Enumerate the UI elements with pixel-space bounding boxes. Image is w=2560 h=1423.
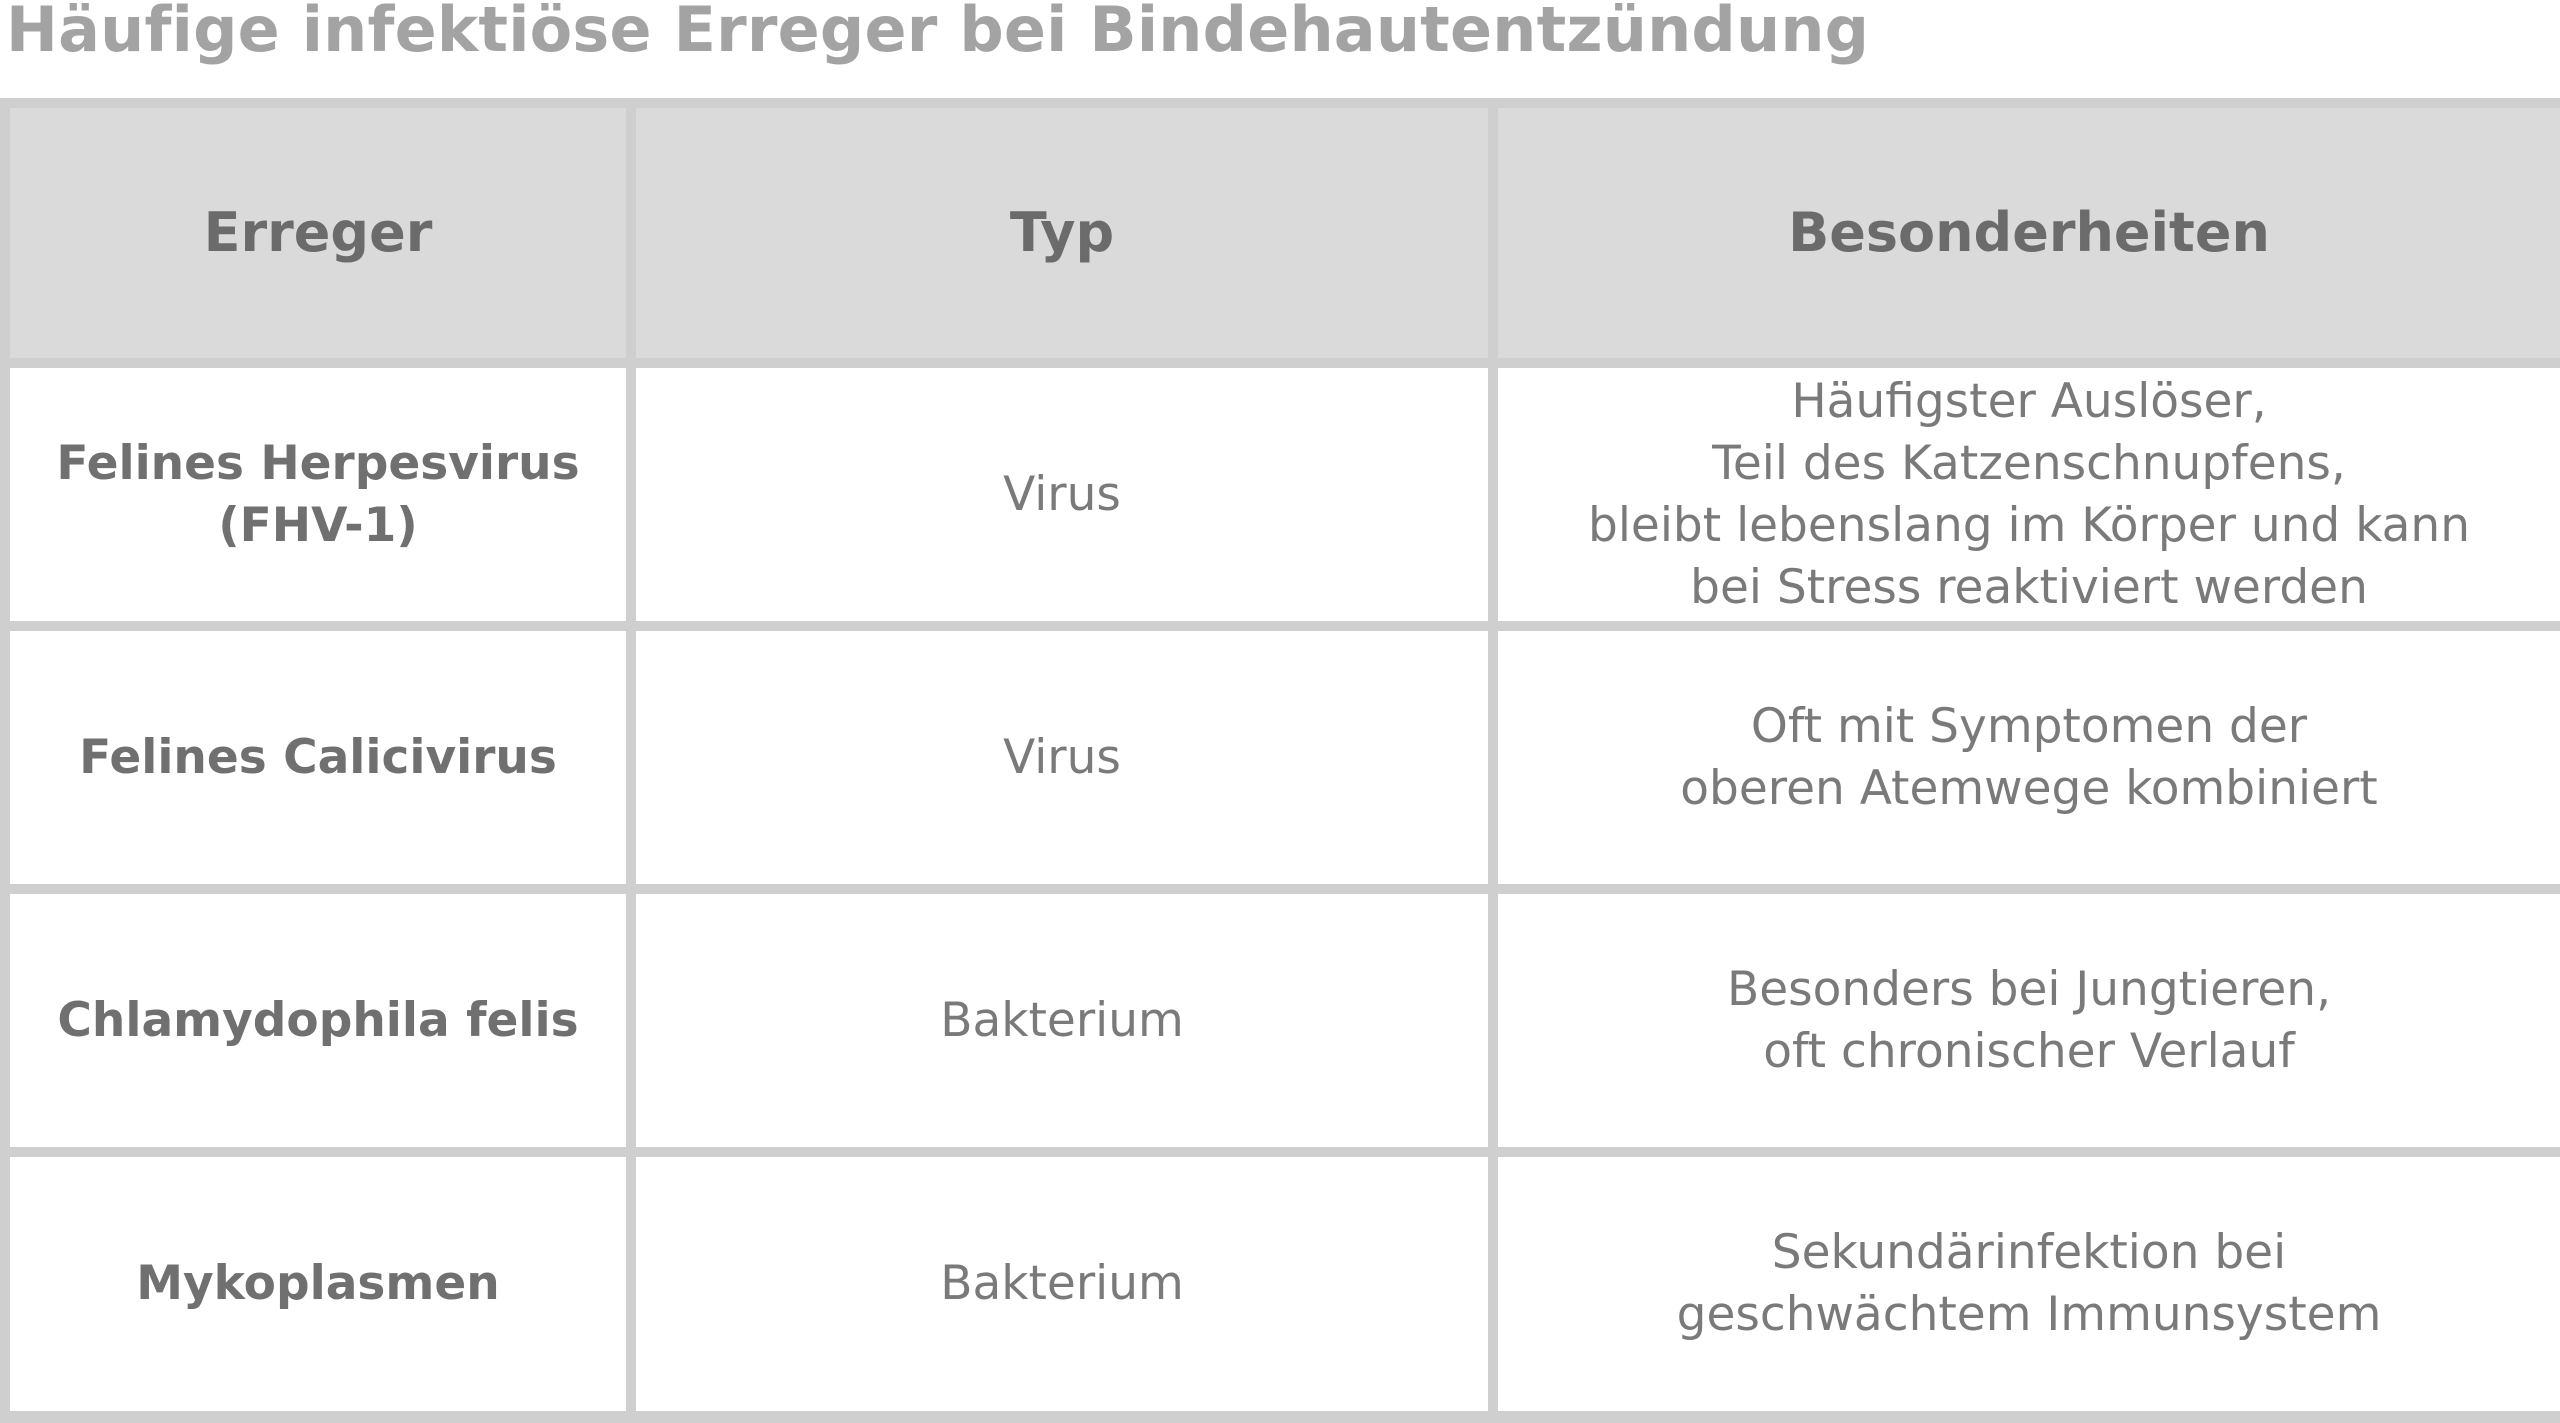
cell-erreger: Mykoplasmen: [10, 1157, 626, 1411]
cell-erreger: Felines Calicivirus: [10, 631, 626, 884]
page-title: Häufige infektiöse Erreger bei Bindehautentzündung: [6, 0, 1870, 66]
column-header-besonderheiten: Besonderheiten: [1498, 108, 2560, 358]
column-header-erreger: Erreger: [10, 108, 626, 358]
cell-besonderheiten: Häufigster Auslöser, Teil des Katzenschnupfens, bleibt lebenslang im Körper und kann bei Stress reaktiviert werden: [1498, 368, 2560, 621]
cell-besonderheiten: Oft mit Symptomen der oberen Atemwege kombiniert: [1498, 631, 2560, 884]
cell-typ: Bakterium: [636, 1157, 1488, 1411]
cell-besonderheiten: Besonders bei Jungtieren, oft chronischer Verlauf: [1498, 894, 2560, 1147]
cell-erreger: Felines Herpesvirus (FHV-1): [10, 368, 626, 621]
cell-typ: Bakterium: [636, 894, 1488, 1147]
cell-besonderheiten: Sekundärinfektion bei geschwächtem Immunsystem: [1498, 1157, 2560, 1411]
cell-typ: Virus: [636, 631, 1488, 884]
cell-erreger: Chlamydophila felis: [10, 894, 626, 1147]
pathogen-table: [0, 98, 2560, 1423]
column-header-typ: Typ: [636, 108, 1488, 358]
cell-typ: Virus: [636, 368, 1488, 621]
